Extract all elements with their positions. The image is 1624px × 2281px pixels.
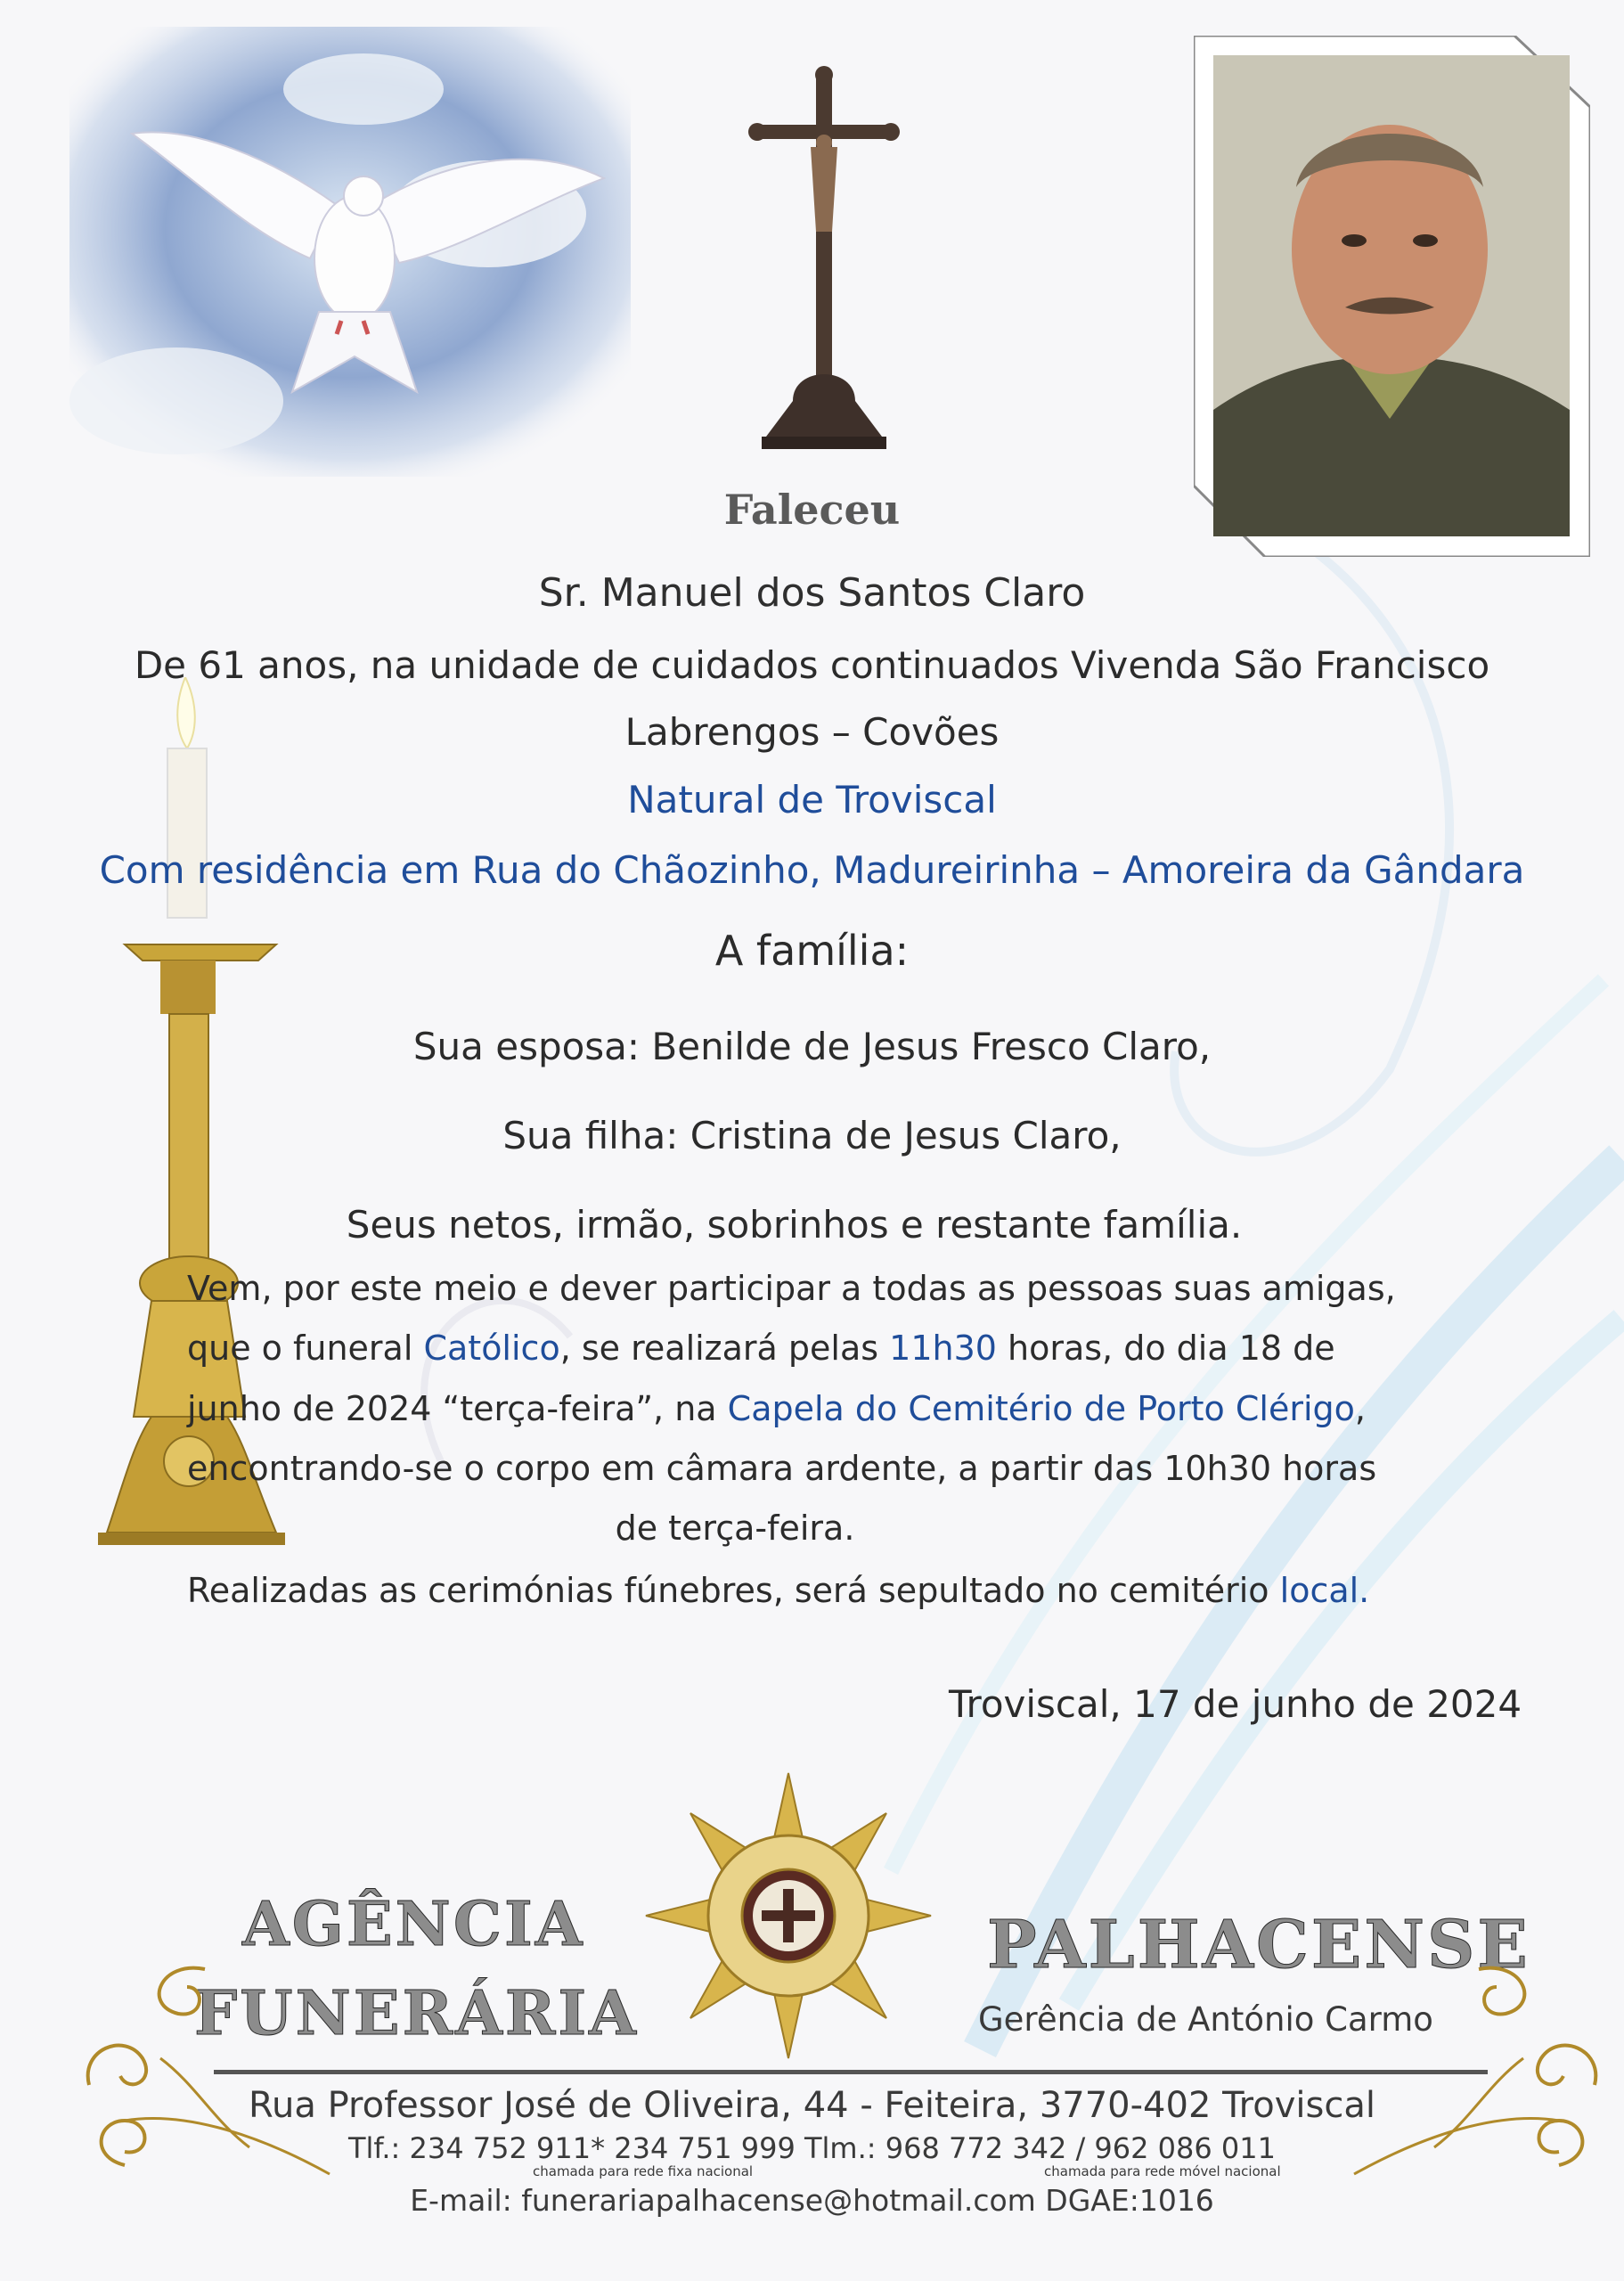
body-line-4 — [187, 1449, 1377, 1488]
notice-title: Faleceu — [723, 486, 901, 534]
others-line: Seus netos, irmão, sobrinhos e restante família. — [346, 1203, 1243, 1247]
deceased-name: Sr. Manuel dos Santos Claro — [538, 570, 1086, 616]
body-line-5 — [187, 1508, 1283, 1548]
natural-line: Natural de Troviscal — [627, 778, 997, 822]
cemetery-local: local. — [1279, 1571, 1370, 1610]
address-line: Rua Professor José de Oliveira, 44 - Feiteira, 3770-402 Troviscal — [249, 2085, 1375, 2126]
body-text: Vem, por este meio e dever participar a todas as pessoas suas amigas, — [187, 1269, 1396, 1308]
body-text: que o funeral — [187, 1329, 424, 1368]
date-place: Troviscal, 17 de junho de 2024 — [949, 1682, 1522, 1726]
email-line: E-mail: funerariapalhacense@hotmail.com DGAE:1016 — [410, 2183, 1214, 2218]
body-text: junho de 2024 “terça-feira”, na — [187, 1389, 728, 1428]
body-text: horas, do dia 18 de — [996, 1329, 1335, 1368]
brand-line-1: AGÊNCIA — [242, 1889, 585, 1960]
crucifix-icon — [739, 62, 909, 454]
note-mobile: chamada para rede móvel nacional — [1044, 2163, 1281, 2179]
portrait-photo — [1194, 36, 1590, 557]
body-text: de terça-feira. — [615, 1508, 855, 1548]
chapel-name: Capela do Cemitério de Porto Clérigo — [727, 1389, 1355, 1428]
body-text: , se realizará pelas — [559, 1329, 890, 1368]
residence-line: Com residência em Rua do Chãozinho, Madureirinha – Amoreira da Gândara — [99, 848, 1525, 892]
funeral-type: Católico — [423, 1329, 560, 1368]
brand-line-2: FUNERÁRIA — [194, 1978, 639, 2049]
footer-divider — [214, 2070, 1488, 2074]
body-line-3 — [187, 1389, 1366, 1428]
wife-line: Sua esposa: Benilde de Jesus Fresco Claro, — [412, 1025, 1212, 1068]
body-line-2 — [187, 1329, 1335, 1368]
body-text: , — [1354, 1389, 1366, 1428]
management-line: Gerência de António Carmo — [978, 2000, 1433, 2039]
cross-badge-icon — [641, 1769, 935, 2063]
phones-line: Tlf.: 234 752 911* 234 751 999 Tlm.: 968 772 342 / 962 086 011 — [347, 2131, 1276, 2165]
body-line-6 — [187, 1571, 1370, 1610]
body-text: Realizadas as cerimónias fúnebres, será sepultado no cemitério — [187, 1571, 1280, 1610]
age-line: De 61 anos, na unidade de cuidados continuados Vivenda São Francisco — [134, 643, 1490, 687]
note-fixed: chamada para rede fixa nacional — [533, 2163, 754, 2179]
family-heading: A família: — [714, 927, 910, 975]
body-line-1 — [187, 1269, 1396, 1308]
place-line: Labrengos – Covões — [624, 710, 1000, 754]
funeral-time: 11h30 — [889, 1329, 997, 1368]
daughter-line: Sua filha: Cristina de Jesus Claro, — [502, 1114, 1122, 1157]
body-text: encontrando-se o corpo em câmara ardente, a partir das 10h30 horas — [187, 1449, 1377, 1488]
dove-image — [69, 27, 631, 477]
brand-name: PALHACENSE — [987, 1907, 1530, 1983]
